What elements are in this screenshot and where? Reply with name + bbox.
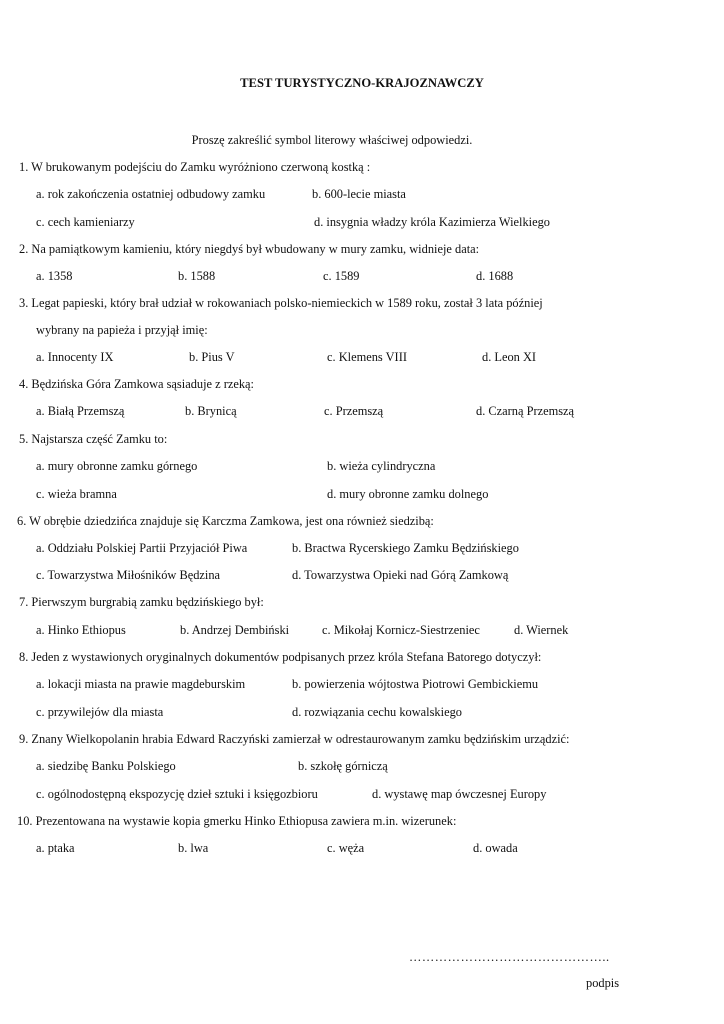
q5-option-d[interactable]: d. mury obronne zamku dolnego (327, 487, 489, 501)
q3-option-a[interactable]: a. Innocenty IX (36, 350, 114, 364)
q9-option-d[interactable]: d. wystawę map ówczesnej Europy (372, 787, 547, 801)
q4-option-b[interactable]: b. Brynicą (185, 404, 237, 418)
question-7: 7. Pierwszym burgrabią zamku będzińskiego był: (19, 595, 264, 609)
question-4: 4. Będzińska Góra Zamkowa sąsiaduje z rzeką: (19, 377, 254, 391)
q1-option-c[interactable]: c. cech kamieniarzy (36, 215, 135, 229)
q1-option-a[interactable]: a. rok zakończenia ostatniej odbudowy zamku (36, 187, 266, 201)
q10-option-b[interactable]: b. lwa (178, 841, 209, 855)
page-title: TEST TURYSTYCZNO-KRAJOZNAWCZY (240, 76, 484, 90)
q4-option-a[interactable]: a. Białą Przemszą (36, 404, 125, 418)
question-3: 3. Legat papieski, który brał udział w rokowaniach polsko-niemieckich w 1589 roku, został 3 lata później (19, 296, 543, 310)
q5-option-c[interactable]: c. wieża bramna (36, 487, 117, 501)
question-8: 8. Jeden z wystawionych oryginalnych dokumentów podpisanych przez króla Stefana Batorego dotyczył: (19, 650, 542, 664)
q3-option-d[interactable]: d. Leon XI (482, 350, 537, 364)
q4-option-d[interactable]: d. Czarną Przemszą (476, 404, 575, 418)
q6-option-d[interactable]: d. Towarzystwa Opieki nad Górą Zamkową (292, 568, 509, 582)
question-6: 6. W obrębie dziedzińca znajduje się Karczma Zamkowa, jest ona również siedzibą: (17, 514, 434, 528)
q2-option-a[interactable]: a. 1358 (36, 269, 73, 283)
instruction: Proszę zakreślić symbol literowy właściwej odpowiedzi. (191, 133, 473, 147)
q10-option-d[interactable]: d. owada (473, 841, 518, 855)
question-10: 10. Prezentowana na wystawie kopia gmerku Hinko Ethiopusa zawiera m.in. wizerunek: (17, 814, 457, 828)
q5-option-b[interactable]: b. wieża cylindryczna (327, 459, 436, 473)
q3-option-c[interactable]: c. Klemens VIII (327, 350, 407, 364)
q8-option-c[interactable]: c. przywilejów dla miasta (36, 705, 164, 719)
question-2: 2. Na pamiątkowym kamieniu, który niegdyś był wbudowany w mury zamku, widnieje data: (19, 242, 480, 256)
question-9: 9. Znany Wielkopolanin hrabia Edward Raczyński zamierzał w odrestaurowanym zamku będzińskim urządzić: (19, 732, 570, 746)
signature-label: podpis (586, 976, 620, 990)
q8-option-d[interactable]: d. rozwiązania cechu kowalskiego (292, 705, 462, 719)
q6-option-b[interactable]: b. Bractwa Rycerskiego Zamku Będzińskiego (292, 541, 519, 555)
q9-option-c[interactable]: c. ogólnodostępną ekspozycję dzieł sztuki i księgozbioru (36, 787, 318, 801)
q1-option-d[interactable]: d. insygnia władzy króla Kazimierza Wielkiego (314, 215, 550, 229)
q10-option-c[interactable]: c. węża (327, 841, 365, 855)
q2-option-c[interactable]: c. 1589 (323, 269, 360, 283)
question-3-cont: wybrany na papieża i przyjął imię: (36, 323, 208, 337)
q7-option-d[interactable]: d. Wiernek (514, 623, 569, 637)
q9-option-b[interactable]: b. szkołę górniczą (298, 759, 388, 773)
question-5: 5. Najstarsza część Zamku to: (19, 432, 168, 446)
q3-option-b[interactable]: b. Pius V (189, 350, 235, 364)
q2-option-d[interactable]: d. 1688 (476, 269, 514, 283)
q5-option-a[interactable]: a. mury obronne zamku górnego (36, 459, 198, 473)
q4-option-c[interactable]: c. Przemszą (324, 404, 384, 418)
q6-option-c[interactable]: c. Towarzystwa Miłośników Będzina (36, 568, 221, 582)
q10-option-a[interactable]: a. ptaka (36, 841, 75, 855)
q6-option-a[interactable]: a. Oddziału Polskiej Partii Przyjaciół Piwa (36, 541, 248, 555)
signature-line[interactable]: ……………………………………….. (409, 950, 610, 964)
q2-option-b[interactable]: b. 1588 (178, 269, 216, 283)
q1-option-b[interactable]: b. 600-lecie miasta (312, 187, 406, 201)
q7-option-c[interactable]: c. Mikołaj Kornicz-Siestrzeniec (322, 623, 480, 637)
q7-option-b[interactable]: b. Andrzej Dembiński (180, 623, 290, 637)
q9-option-a[interactable]: a. siedzibę Banku Polskiego (36, 759, 176, 773)
q8-option-b[interactable]: b. powierzenia wójtostwa Piotrowi Gembickiemu (292, 677, 539, 691)
q8-option-a[interactable]: a. lokacji miasta na prawie magdeburskim (36, 677, 246, 691)
question-1: 1. W brukowanym podejściu do Zamku wyróżniono czerwoną kostką : (19, 160, 371, 174)
q7-option-a[interactable]: a. Hinko Ethiopus (36, 623, 126, 637)
